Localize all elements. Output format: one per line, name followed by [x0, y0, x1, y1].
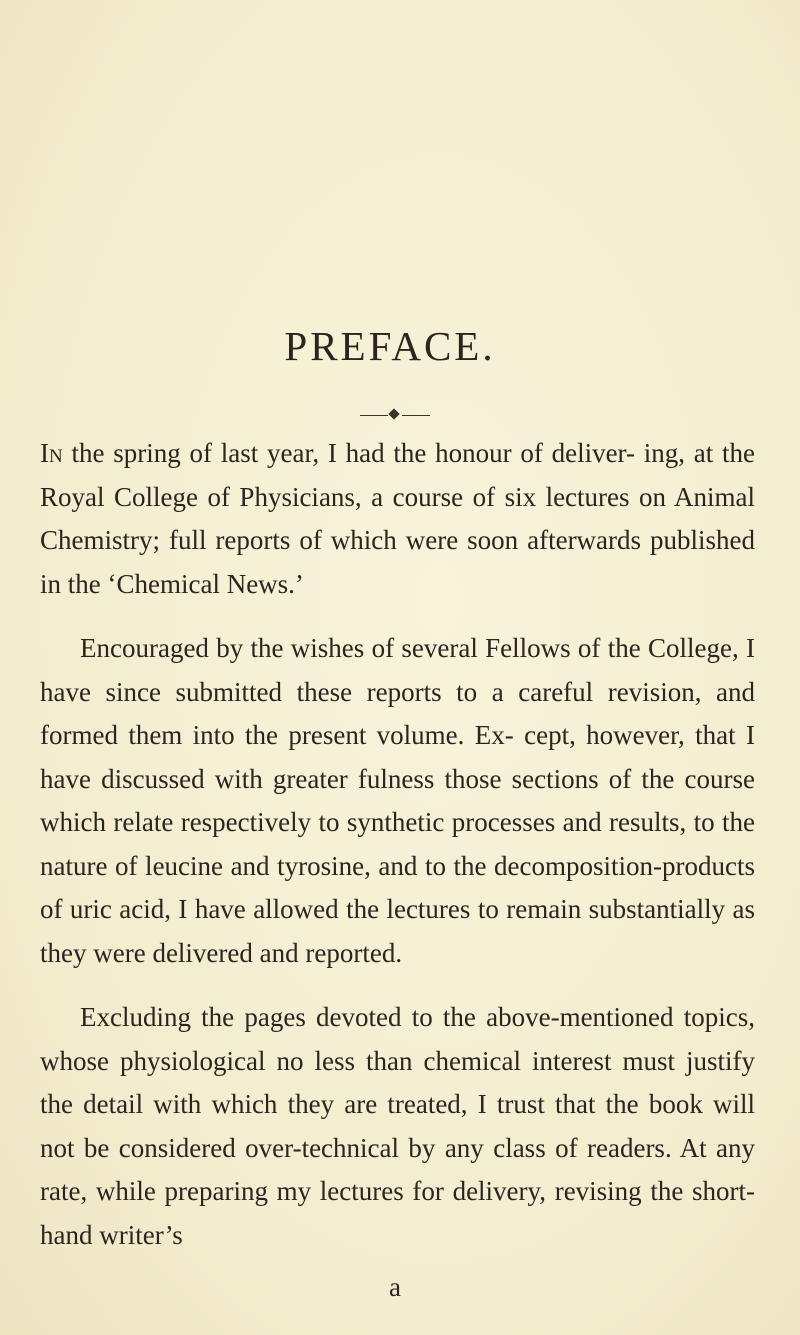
paragraph-3: Excluding the pages devoted to the above-mentioned topics, whose physiological no less than chemical interest must justify the detail with which they are treated, I trust that the book will not be considered over-technical by any class of readers. At any rate, while preparing my lectures for delivery, revising the short-hand writer’s: [40, 1002, 755, 1250]
preface-body: [40, 432, 755, 1278]
paragraph-1: [40, 432, 755, 606]
ornament-rule-left: [360, 415, 388, 416]
paragraph-2: Encouraged by the wishes of several Fellows of the College, I have since submitted these reports to a careful revision, and formed them into the present volume. Ex- cept, however, that I have discussed with greater fulness those sections of the course which relate respectively to synthetic processes and results, to the nature of leucine and tyrosine, and to the decomposition-products of uric acid, I have allowed the lectures to remain substantially as they were delivered and reported.: [40, 633, 755, 968]
page-title: PREFACE.: [284, 323, 496, 369]
title-ornament: [360, 408, 430, 424]
ornament-diamond-icon: [388, 408, 399, 419]
paragraph-1-text: the spring of last year, I had the honour of deliver- ing, at the Royal College of Physicians, a course of six lectures on Animal Chemistry; full reports of which were soon afterwards published in the ‘Chemical News.’: [40, 438, 755, 599]
signature-mark: a: [389, 1272, 401, 1302]
opening-word: In: [40, 438, 63, 468]
ornament-rule-right: [402, 415, 430, 416]
